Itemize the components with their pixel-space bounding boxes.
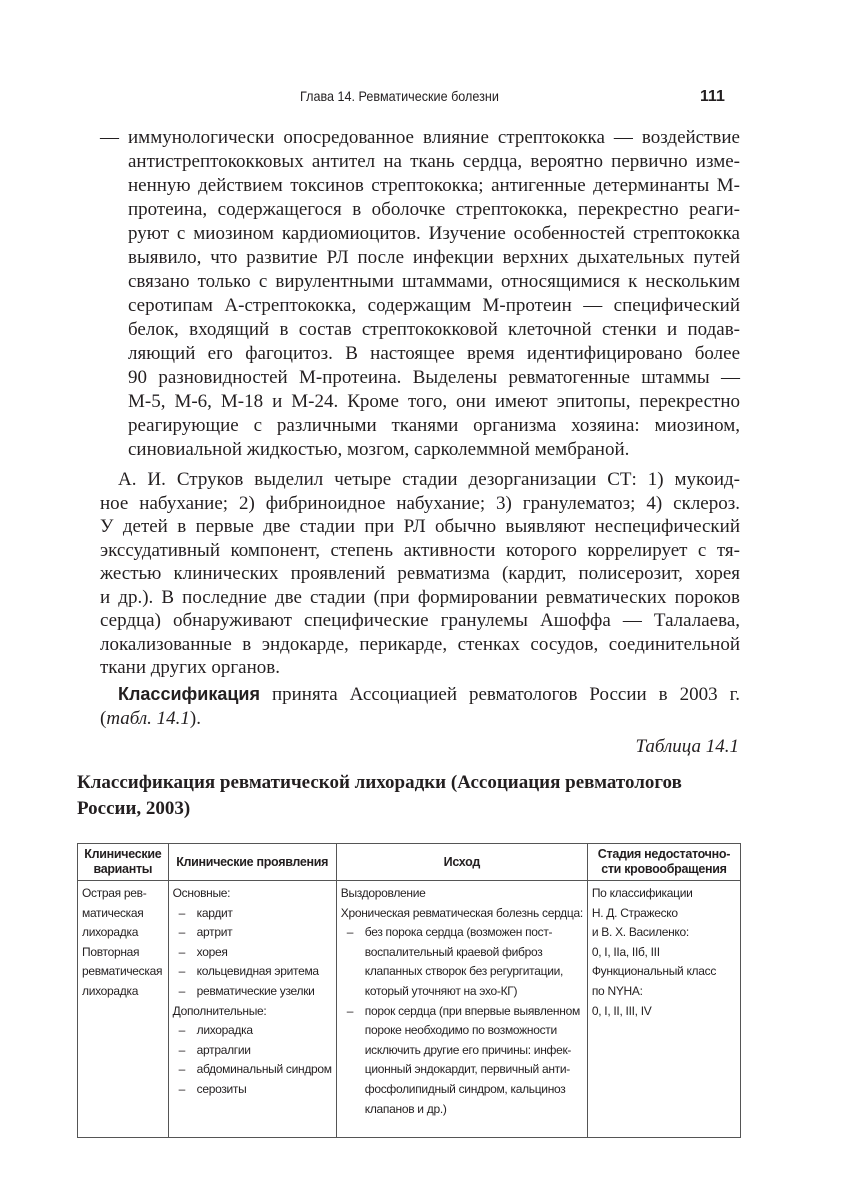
list-item: – хорея	[173, 943, 332, 963]
cell-line: исключить другие его причины: инфек-	[364, 1042, 572, 1057]
text-line: ткани других органов.	[100, 657, 281, 678]
column-header	[587, 844, 740, 881]
text-line: связано только с вирулентными штаммами, относящимися к нескольким	[128, 271, 740, 292]
cell-line: По классификации	[591, 886, 693, 900]
cell-line: лихорадка	[82, 983, 139, 998]
text-line: и др.). В последние две стадии (при формировании ревматических пороков	[100, 586, 740, 608]
cell-line: и В. Х. Василенко:	[591, 925, 689, 940]
list-item: – кольцевидная эритема	[173, 962, 332, 982]
list-item: – абдоминальный синдром	[173, 1060, 332, 1080]
header-line: Клинические проявления	[176, 854, 329, 869]
cell-line: матическая	[82, 905, 144, 920]
text-line: У детей в первые две стадии при РЛ обычно выявляют неспецифический	[100, 516, 740, 537]
cell-line: по NYHA:	[591, 983, 643, 998]
paragraph-classification	[100, 682, 740, 731]
header-line: варианты	[93, 862, 153, 876]
table-title	[77, 770, 747, 822]
table-header-row	[78, 844, 741, 881]
text-line: серотипам А-стрептококка, содержащим М-протеин — специфический	[128, 295, 740, 316]
text-line: руют с миозином кардиомиоцитов. Изучение особенностей стрептококка	[128, 223, 740, 244]
cell-line: 0, I, IIа, IIб, III	[591, 944, 660, 959]
classification-text: принята Ассоциацией ревматологов России в 2003 г.	[260, 684, 740, 705]
text-line: синовиальной жидкостью, мозгом, сарколеммной мембраной.	[128, 439, 630, 460]
column-header	[78, 844, 169, 881]
table-title-line: России, 2003)	[77, 798, 191, 819]
text-line: 90 разновидностей М-протеина. Выделены ревматогенные штаммы —	[128, 367, 740, 388]
cell-line: пороке необходимо по возможности	[364, 1023, 557, 1038]
table-cell	[587, 881, 740, 1138]
text-line: реагирующие с различными тканями организма хозяина: миозином,	[128, 415, 740, 436]
text-line: локализованные в эндокарде, перикарде, стенках сосудов, соединительной	[100, 633, 740, 655]
table-cell	[168, 881, 336, 1138]
text-line: антистрептококковых антител на ткань сердца, вероятно первично изме-	[128, 151, 740, 172]
cell-line: Функциональный класс	[591, 964, 717, 979]
cell-line: Основные:	[172, 886, 231, 900]
classification-term: Классификация	[118, 684, 260, 704]
cell-line: клапанов и др.)	[364, 1101, 447, 1116]
cell-line: 0, I, II, III, IV	[591, 1003, 652, 1018]
cell-line: Хроническая ревматическая болезнь сердца:	[340, 905, 583, 920]
column-header	[336, 844, 587, 881]
text-line: протеина, содержащегося в оболочке стрептококка, перекрестно реаги-	[128, 199, 740, 220]
table-cell	[336, 881, 587, 1138]
cell-line: ционный эндокардит, первичный анти-	[364, 1062, 570, 1077]
cell-line: Повторная	[82, 944, 140, 959]
cell-line: который уточняют на эхо-КГ)	[364, 983, 518, 998]
text-line: ляющий его фагоцитоз. В настоящее время идентифицировано более	[128, 343, 740, 364]
header-line: сти кровообращения	[601, 862, 727, 876]
list-item: – артралгии	[173, 1041, 332, 1061]
cell-line: Выздоровление	[340, 886, 426, 900]
table-reference-link: табл. 14.1	[106, 708, 190, 729]
table-row	[78, 881, 741, 1138]
text-line: выявило, что развитие РЛ после инфекции верхних дыхательных путей	[128, 247, 740, 268]
cell-line: Н. Д. Стражеско	[591, 905, 678, 920]
classification-table	[77, 843, 741, 1138]
cell-line: ревматическая	[82, 964, 163, 979]
list-item: – кардит	[173, 904, 332, 924]
list-item: – ревматические узелки	[173, 982, 332, 1002]
cell-line: Дополнительные:	[172, 1003, 267, 1018]
column-header	[168, 844, 336, 881]
text-line: жестью клинических проявлений ревматизма (кардит, полисерозит, хорея	[100, 563, 740, 584]
list-item: – серозиты	[173, 1080, 332, 1100]
text-line: А. И. Струков выделил четыре стадии дезорганизации СТ: 1) мукоид-	[118, 469, 740, 490]
list-item: – лихорадка	[173, 1021, 332, 1041]
cell-line: лихорадка	[82, 925, 139, 940]
header-line: Клинические	[84, 847, 162, 861]
text-line: ненную действием токсинов стрептококка; антигенные детерминанты М-	[128, 175, 740, 196]
paren: (	[100, 708, 107, 729]
list-item: – без порока сердца (возможен пост-	[341, 923, 583, 943]
cell-line: воспалительный краевой фиброз	[364, 944, 543, 959]
table-cell	[78, 881, 169, 1138]
cell-line: Острая рев-	[82, 886, 147, 900]
text-line: экссудативный компонент, степень активности которого коррелирует с тя-	[100, 539, 740, 561]
table-caption: Таблица 14.1	[635, 736, 739, 757]
page-number: 111	[700, 88, 725, 105]
running-header-chapter: Глава 14. Ревматические болезни	[300, 88, 499, 104]
cell-line: клапанных створок без регургитации,	[364, 964, 564, 979]
paren: ).	[189, 708, 201, 729]
paragraph-strukov-stages	[100, 468, 740, 680]
text-line: ное набухание; 2) фибриноидное набухание; 3) гранулематоз; 4) склероз.	[100, 492, 740, 514]
cell-line: фосфолипидный синдром, кальциноз	[364, 1081, 566, 1096]
list-item: – порок сердца (при впервые выявленном	[341, 1002, 583, 1022]
text-line: М-5, М-6, М-18 и М-24. Кроме того, они имеют эпитопы, перекрестно	[128, 391, 740, 412]
paragraph-streptococcus	[100, 126, 740, 462]
text-line: сердца) обнаруживают специфические гранулемы Ашоффа — Талалаева,	[100, 610, 740, 631]
header-line: Исход	[443, 854, 480, 869]
text-line: — иммунологически опосредованное влияние стрептококка — воздействие	[100, 127, 740, 148]
text-line: белок, входящий в состав стрептококковой клеточной стенки и подав-	[128, 319, 740, 340]
list-item: – артрит	[173, 923, 332, 943]
header-line: Стадия недостаточно-	[597, 847, 731, 861]
table-title-line: Классификация ревматической лихорадки (Ассоциация ревматологов	[77, 772, 682, 793]
